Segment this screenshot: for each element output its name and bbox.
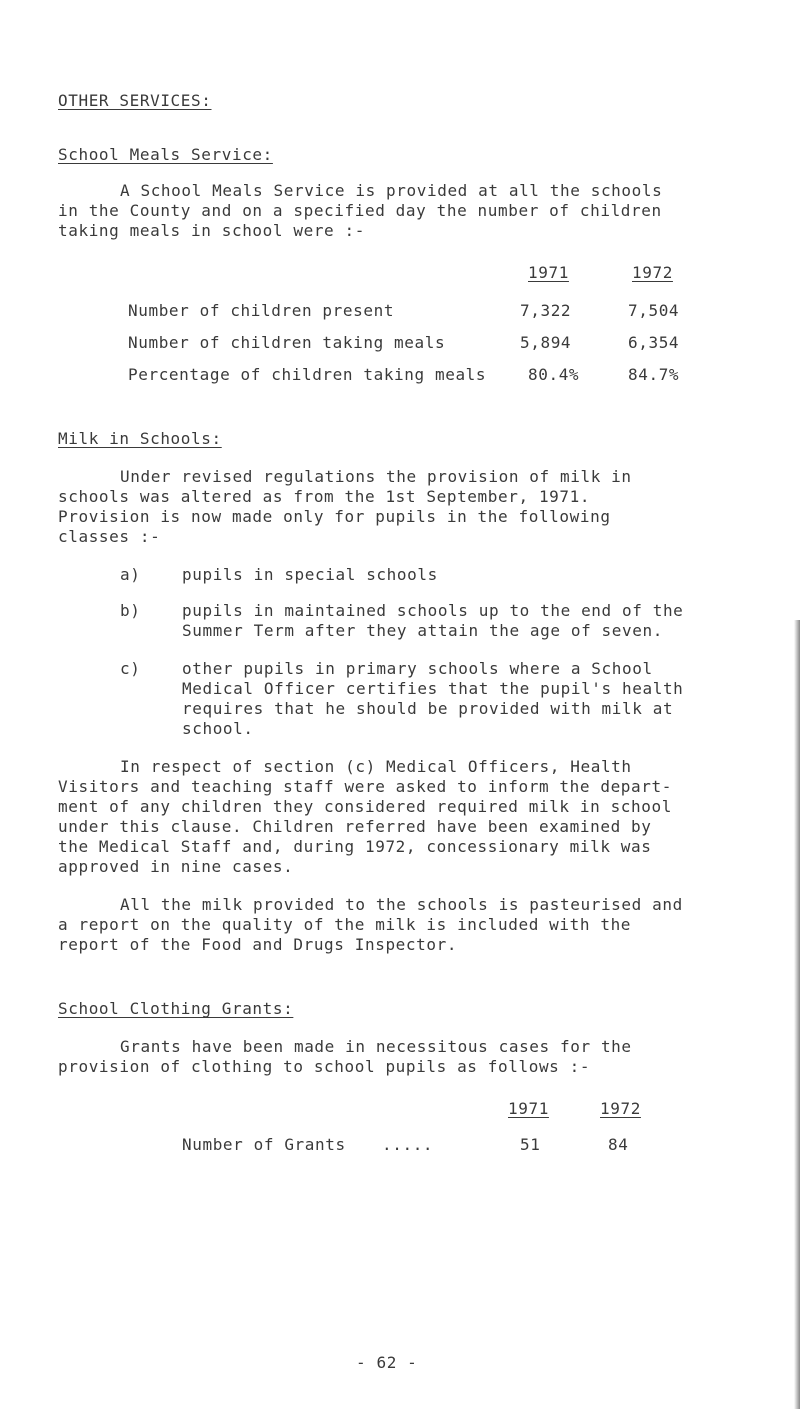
list-item-line: Medical Officer certifies that the pupil's health bbox=[182, 679, 684, 698]
page-number: - 62 - bbox=[356, 1353, 418, 1372]
milk-para1-line: In respect of section (c) Medical Officers, Health bbox=[120, 757, 632, 776]
grants-row-dots: ..... bbox=[382, 1135, 434, 1154]
milk-title: Milk in Schools: bbox=[58, 429, 222, 448]
clothing-intro-line-1: Grants have been made in necessitous cases for the bbox=[120, 1037, 632, 1056]
clothing-year-1972: 1972 bbox=[600, 1099, 641, 1118]
milk-para1-line: under this clause. Children referred have been examined by bbox=[58, 817, 652, 836]
milk-para2-line: report of the Food and Drugs Inspector. bbox=[58, 935, 458, 954]
milk-para2-line: All the milk provided to the schools is pasteurised and bbox=[120, 895, 683, 914]
meals-row-label: Number of children taking meals bbox=[128, 333, 446, 352]
section-heading: OTHER SERVICES: bbox=[58, 91, 212, 110]
milk-para1-line: the Medical Staff and, during 1972, concessionary milk was bbox=[58, 837, 652, 856]
list-item-line: requires that he should be provided with milk at bbox=[182, 699, 674, 718]
milk-intro-line-1: Under revised regulations the provision of milk in bbox=[120, 467, 632, 486]
milk-para1-line: ment of any children they considered required milk in school bbox=[58, 797, 672, 816]
grants-value-1971: 51 bbox=[520, 1135, 541, 1154]
list-item-line: Summer Term after they attain the age of seven. bbox=[182, 621, 663, 640]
meals-row-value-1971: 80.4% bbox=[528, 365, 580, 384]
milk-para1-line: approved in nine cases. bbox=[58, 857, 294, 876]
list-item-line: pupils in special schools bbox=[182, 565, 438, 584]
meals-year-1971: 1971 bbox=[528, 263, 569, 282]
list-marker: b) bbox=[120, 601, 141, 620]
milk-intro-line-3: Provision is now made only for pupils in the following bbox=[58, 507, 611, 526]
clothing-year-1971: 1971 bbox=[508, 1099, 549, 1118]
milk-para1-line: Visitors and teaching staff were asked to inform the depart- bbox=[58, 777, 672, 796]
grants-value-1972: 84 bbox=[608, 1135, 629, 1154]
list-item-line: school. bbox=[182, 719, 254, 738]
meals-row-label: Percentage of children taking meals bbox=[128, 365, 487, 384]
grants-row-label: Number of Grants bbox=[182, 1135, 346, 1154]
school-meals-title: School Meals Service: bbox=[58, 145, 273, 164]
school-meals-intro-line-2: in the County and on a specified day the number of children bbox=[58, 201, 662, 220]
clothing-intro-line-2: provision of clothing to school pupils as follows :- bbox=[58, 1057, 591, 1076]
milk-para2-line: a report on the quality of the milk is included with the bbox=[58, 915, 632, 934]
meals-year-1972: 1972 bbox=[632, 263, 673, 282]
clothing-title: School Clothing Grants: bbox=[58, 999, 294, 1018]
meals-row-value-1971: 5,894 bbox=[520, 333, 572, 352]
school-meals-intro-line-1: A School Meals Service is provided at all the schools bbox=[120, 181, 663, 200]
milk-intro-line-4: classes :- bbox=[58, 527, 161, 546]
meals-row-label: Number of children present bbox=[128, 301, 395, 320]
meals-row-value-1972: 84.7% bbox=[628, 365, 680, 384]
school-meals-intro-line-3: taking meals in school were :- bbox=[58, 221, 365, 240]
list-item-line: pupils in maintained schools up to the end of the bbox=[182, 601, 684, 620]
meals-row-value-1972: 7,504 bbox=[628, 301, 680, 320]
milk-intro-line-2: schools was altered as from the 1st September, 1971. bbox=[58, 487, 591, 506]
meals-row-value-1971: 7,322 bbox=[520, 301, 572, 320]
meals-row-value-1972: 6,354 bbox=[628, 333, 680, 352]
list-marker: a) bbox=[120, 565, 141, 584]
list-item-line: other pupils in primary schools where a School bbox=[182, 659, 653, 678]
page-edge-shadow bbox=[794, 620, 800, 1409]
list-marker: c) bbox=[120, 659, 141, 678]
